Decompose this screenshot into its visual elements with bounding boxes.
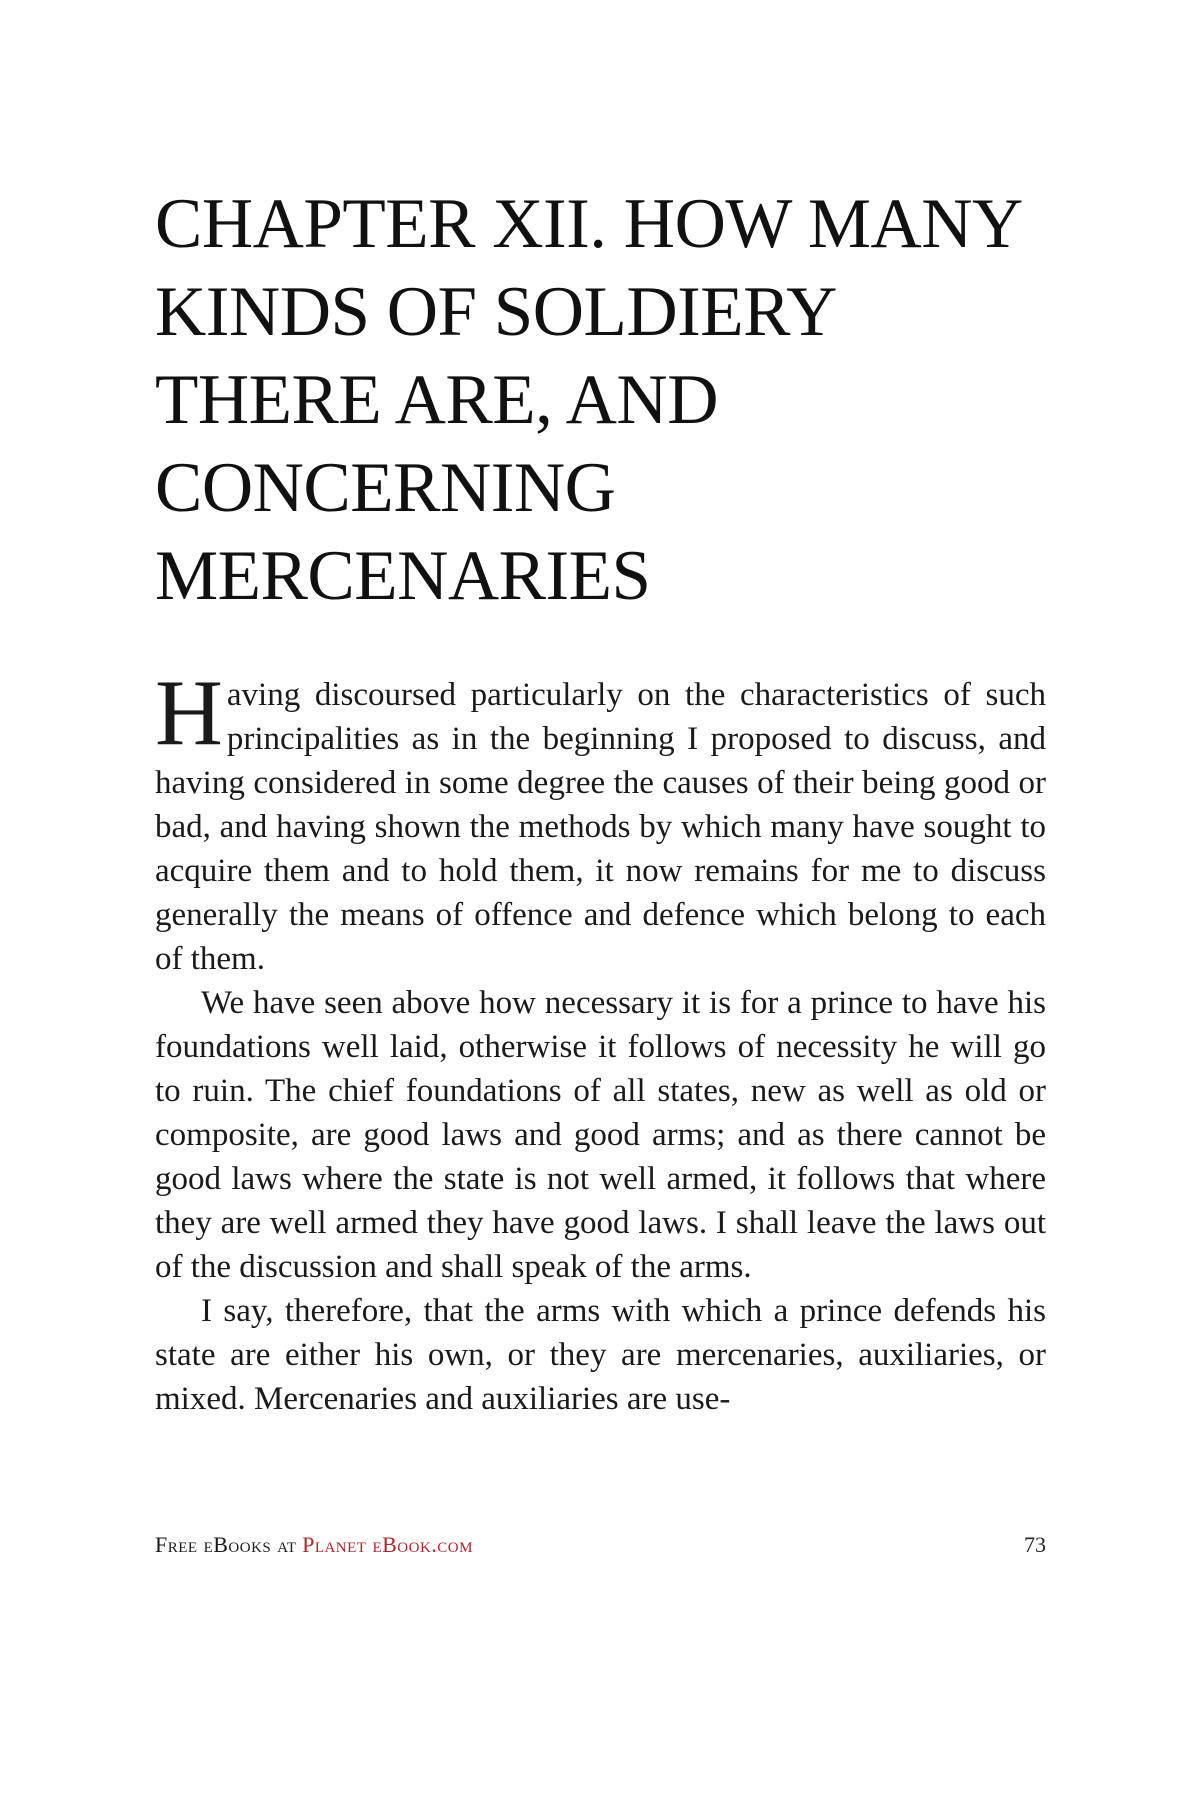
paragraph-2: We have seen above how necessary it is for a prince to have his foundations well laid, otherwise it follows of necessity he will go to ruin. The chief foundations of all states, new as well as old or composite, are good laws and good arms; and as there cannot be good laws where the state is not well armed, it follows that where they are well armed they have good laws. I shall leave the laws out of the discussion and shall speak of the arms. [155,985,1046,1285]
drop-cap: H [155,661,223,765]
footer-label: Free eBooks at [155,1532,297,1557]
chapter-title: CHAPTER XII. HOW MANY KINDS OF SOLDIERY THERE ARE, AND CONCERNING MERCENARIES [155,185,1021,615]
page-footer [155,1532,1046,1558]
body-text [155,661,1046,1421]
paragraph-1 [155,661,1046,981]
footer-credit [155,1532,473,1558]
footer-site-link[interactable]: Planet eBook.com [302,1532,473,1557]
page-number: 73 [1024,1532,1046,1557]
paragraph-1-text: aving discoursed particularly on the characteristics of such principalities as in the beginning I proposed to discuss, and having considered in some degree the causes of their being good or bad, and having shown the methods by which many have sought to acquire them and to hold them, it now remains for me to discuss generally the means of offence and defence which belong to each of them. [155,677,1046,977]
paragraph-3: I say, therefore, that the arms with which a prince defends his state are either his own, or they are mercenaries, auxiliaries, or mixed. Mercenaries and auxiliaries are use- [155,1293,1046,1417]
